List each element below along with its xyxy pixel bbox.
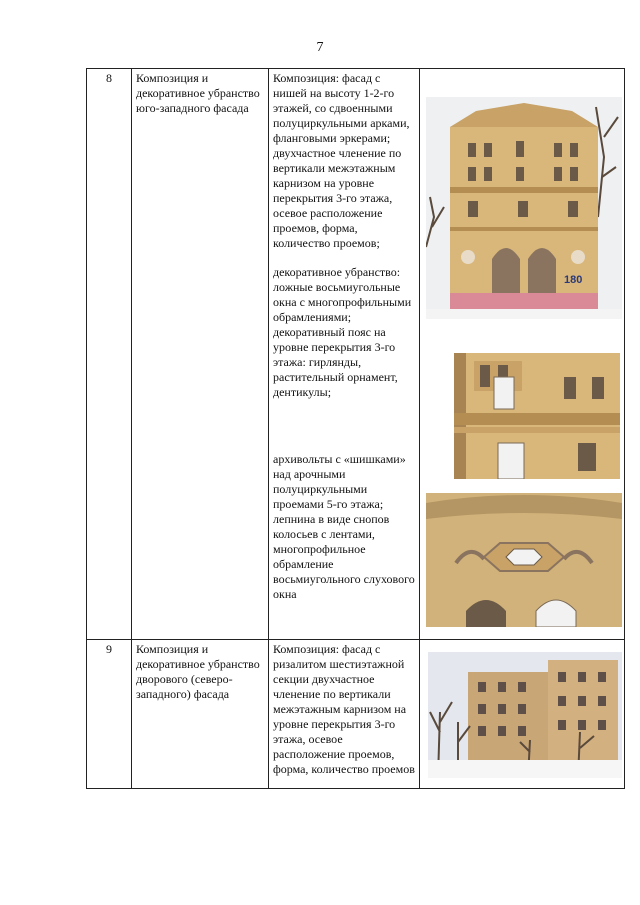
photo-cell bbox=[420, 69, 625, 640]
composition-text: Композиция: фасад с нишей на высоту 1-2-го этажей, со сдвоенными полуциркульными арками, фланговыми эркерами; bbox=[273, 71, 410, 145]
facade-photo bbox=[426, 97, 622, 319]
photo-cell bbox=[420, 640, 625, 789]
dormer-window-photo bbox=[426, 493, 622, 627]
decor-text: декоративное убранство: ложные восьмиугольные окна с многопрофильными обрамлениями; bbox=[273, 265, 412, 324]
decor-text: архивольты с «шишками» над арочными полуциркульными проемами 5-го этажа; bbox=[273, 452, 406, 511]
composition-text: Композиция: фасад с ризалитом шестиэтажной секции двухчастное членение по вертикали межэтажным карнизом на уровне перекрытия 3-го этажа, осевое расположение проемов, форма, количество проемов bbox=[273, 642, 415, 776]
table-row bbox=[87, 69, 625, 640]
table-row bbox=[87, 640, 625, 789]
courtyard-facade-photo bbox=[428, 652, 622, 778]
monument-elements-table bbox=[86, 68, 625, 789]
element-description bbox=[269, 640, 420, 789]
upper-floors-photo bbox=[454, 353, 620, 479]
element-name: Композиция и декоративное убранство юго-западного фасада bbox=[132, 69, 269, 640]
decor-text: лепнина в виде снопов колосьев с лентами, многопрофильное обрамление восьмиугольного слухового окна bbox=[273, 512, 415, 601]
element-description bbox=[269, 69, 420, 640]
graffiti-text: 180 bbox=[564, 274, 583, 286]
decor-text: декоративный пояс на уровне перекрытия 3-го этажа: гирлянды, растительный орнамент, дентикулы; bbox=[273, 325, 398, 399]
row-number: 8 bbox=[87, 69, 132, 640]
row-number: 9 bbox=[87, 640, 132, 789]
element-name: Композиция и декоративное убранство дворового (северо-западного) фасада bbox=[132, 640, 269, 789]
page-number: 7 bbox=[316, 40, 324, 55]
composition-text: двухчастное членение по вертикали межэтажным карнизом на уровне перекрытия 3-го этажа, осевое расположение проемов, форма, количество проемов; bbox=[273, 146, 402, 250]
